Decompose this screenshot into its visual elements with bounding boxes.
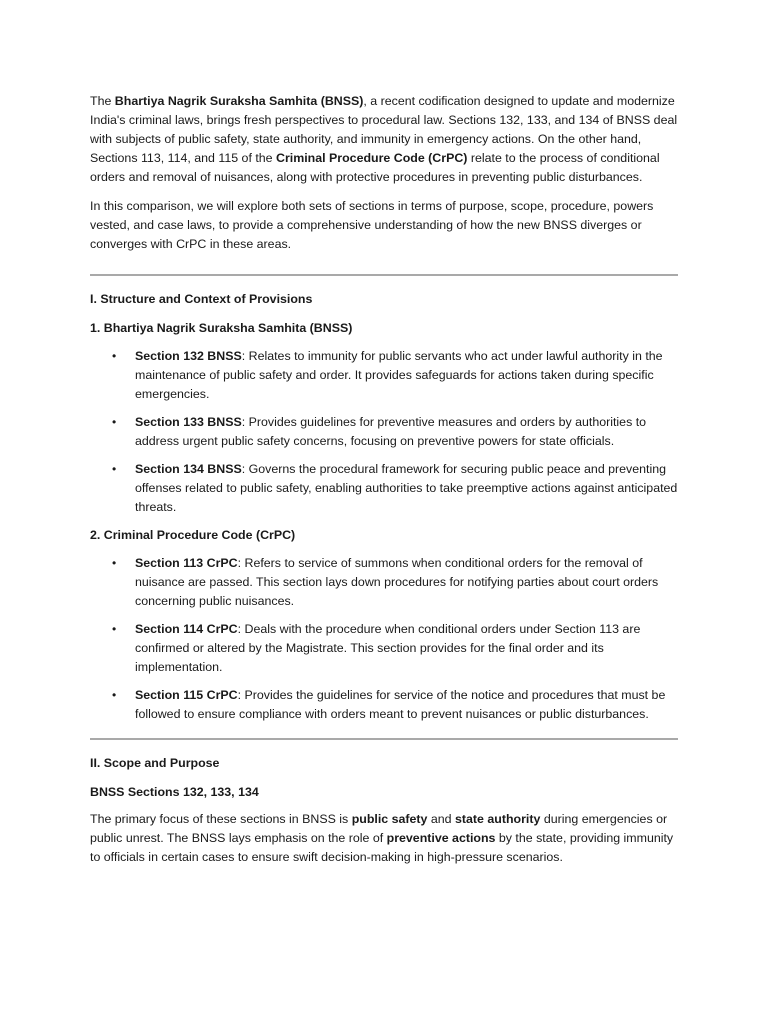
text-run: The primary focus of these sections in BNSS is bbox=[90, 812, 352, 826]
text-run: The bbox=[90, 94, 115, 108]
section-heading-structure: I. Structure and Context of Provisions bbox=[90, 292, 313, 306]
list-item-text: : Provides guidelines for preventive measures and orders by authorities to address urgent public safety concerns, focusing on preventive powers for state officials. bbox=[135, 415, 647, 448]
subheading-crpc: 2. Criminal Procedure Code (CrPC) bbox=[90, 528, 296, 542]
subheading-bnss: 1. Bhartiya Nagrik Suraksha Samhita (BNSS) bbox=[90, 321, 353, 335]
bold-term: state authority bbox=[455, 812, 541, 826]
list-item-label: Section 114 CrPC bbox=[135, 622, 238, 636]
bullet-icon: • bbox=[112, 462, 117, 476]
list-item bbox=[90, 460, 686, 517]
section-divider bbox=[90, 274, 678, 276]
bullet-icon: • bbox=[112, 556, 117, 570]
list-item bbox=[90, 413, 686, 451]
list-item-text: : Refers to service of summons when conditional orders for the removal of nuisance are passed. This section lays down procedures for notifying parties about court orders concerning public nuisances. bbox=[135, 556, 659, 608]
list-item bbox=[90, 554, 686, 611]
subheading-bnss-sections: BNSS Sections 132, 133, 134 bbox=[90, 785, 259, 799]
list-item-label: Section 113 CrPC bbox=[135, 556, 238, 570]
text-run: during emergencies or public unrest. The BNSS lays emphasis on the role of bbox=[90, 812, 668, 845]
list-item-label: Section 133 BNSS bbox=[135, 415, 242, 429]
text-run: relate to the process of conditional orders and removal of nuisances, along with protective procedures in preventing public disturbances. bbox=[90, 151, 660, 184]
list-item bbox=[90, 620, 686, 677]
bullet-icon: • bbox=[112, 415, 117, 429]
bullet-icon: • bbox=[112, 622, 117, 636]
text-run: by the state, providing immunity to officials in certain cases to ensure swift decision-making in high-pressure scenarios. bbox=[90, 831, 674, 864]
bold-term: Bhartiya Nagrik Suraksha Samhita (BNSS) bbox=[114, 94, 364, 108]
scope-paragraph bbox=[90, 810, 686, 867]
list-item-text: : Relates to immunity for public servants who act under lawful authority in the maintenance of public safety and order. It provides safeguards for actions taken during specific emergencies. bbox=[135, 349, 663, 401]
text-run: and bbox=[427, 812, 455, 826]
list-item-label: Section 115 CrPC bbox=[135, 688, 238, 702]
document-content bbox=[90, 92, 686, 867]
bullet-icon: • bbox=[112, 349, 117, 363]
list-item-text: : Deals with the procedure when conditional orders under Section 113 are confirmed or altered by the Magistrate. This section provides for the final order and its implementation. bbox=[135, 622, 641, 674]
intro-paragraph-1 bbox=[90, 92, 686, 187]
bold-term: preventive actions bbox=[386, 831, 496, 845]
list-item bbox=[90, 347, 686, 404]
bold-term: public safety bbox=[351, 812, 428, 826]
list-item-label: Section 132 BNSS bbox=[135, 349, 242, 363]
list-item-text: : Governs the procedural framework for securing public peace and preventing offenses related to public safety, enabling authorities to take preemptive actions against anticipated threats. bbox=[135, 462, 678, 514]
bnss-section-list bbox=[90, 347, 686, 517]
list-item-label: Section 134 BNSS bbox=[135, 462, 242, 476]
list-item bbox=[90, 686, 686, 724]
crpc-section-list bbox=[90, 554, 686, 724]
bullet-icon: • bbox=[112, 688, 117, 702]
section-heading-scope: II. Scope and Purpose bbox=[90, 756, 220, 770]
list-item-text: : Provides the guidelines for service of the notice and procedures that must be followed to ensure compliance with orders meant to prevent nuisances or public disturbances. bbox=[135, 688, 666, 721]
intro-paragraph-2: In this comparison, we will explore both sets of sections in terms of purpose, scope, procedure, powers vested, and case laws, to provide a comprehensive understanding of how the new BNSS diverges or converges with CrPC in these areas. bbox=[90, 199, 654, 251]
text-run: , a recent codification designed to update and modernize India's criminal laws, brings fresh perspectives to procedural law. Sections 132, 133, and 134 of BNSS deal with subjects of public safety, state authority, and immunity in emergency actions. On the other hand, Sections 113, 114, and 115 of the bbox=[90, 94, 678, 165]
section-divider bbox=[90, 738, 678, 740]
bold-term: Criminal Procedure Code (CrPC) bbox=[276, 151, 468, 165]
